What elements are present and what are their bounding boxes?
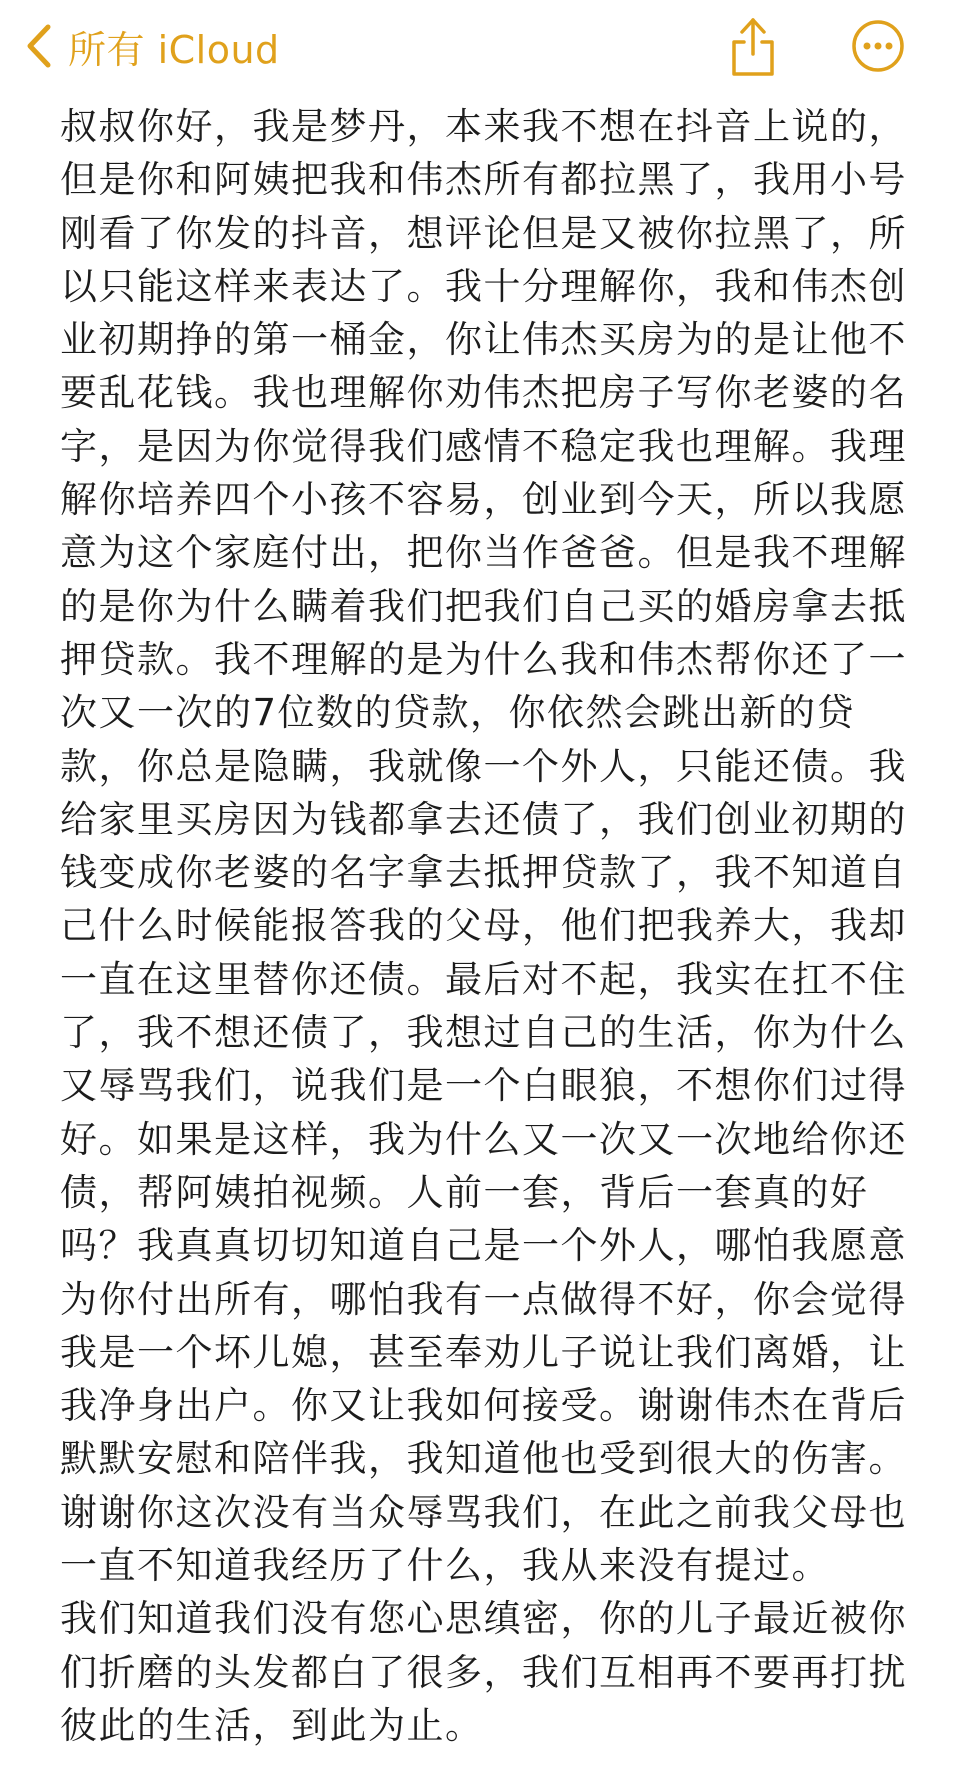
note-line: 默默安慰和陪伴我，我知道他也受到很大的伤害。 — [60, 1437, 907, 1481]
note-line: 叔叔你好，我是梦丹，本来我不想在抖音上说的， — [60, 105, 907, 148]
note-line: 一直在这里替你还债。最后对不起，我实在扛不住 — [60, 957, 907, 1001]
note-line: 债，帮阿姨拍视频。人前一套，背后一套真的好 — [60, 1170, 869, 1214]
note-line: 钱变成你老婆的名字拿去抵押贷款了，我不知道自 — [60, 851, 907, 895]
back-button[interactable] — [24, 18, 280, 74]
note-line: 了，我不想还债了，我想过自己的生活，你为什么 — [60, 1011, 907, 1055]
note-line: 押贷款。我不理解的是为什么我和伟杰帮你还了一 — [60, 637, 907, 681]
more-icon — [850, 18, 906, 74]
note-line: 意为这个家庭付出，把你当作爸爸。但是我不理解 — [60, 531, 907, 575]
note-body[interactable] — [60, 100, 910, 1752]
note-line: 我们知道我们没有您心思缜密，你的儿子最近被你 — [60, 1597, 907, 1641]
note-line: 次又一次的7位数的贷款，你依然会跳出新的贷 — [60, 691, 856, 735]
note-line: 己什么时候能报答我的父母，他们把我养大，我却 — [60, 904, 907, 948]
share-icon — [726, 12, 780, 78]
note-line: 好。如果是这样，我为什么又一次又一次地给你还 — [60, 1117, 907, 1161]
note-line: 又辱骂我们，说我们是一个白眼狼，不想你们过得 — [60, 1064, 907, 1108]
note-line: 彼此的生活，到此为止。 — [60, 1703, 484, 1747]
note-line: 们折磨的头发都白了很多，我们互相再不要再打扰 — [60, 1650, 907, 1694]
note-line: 但是你和阿姨把我和伟杰所有都拉黑了，我用小号 — [60, 158, 907, 202]
note-line: 业初期挣的第一桶金，你让伟杰买房为的是让他不 — [60, 318, 907, 362]
note-line: 给家里买房因为钱都拿去还债了，我们创业初期的 — [60, 797, 907, 841]
back-button-label: 所有 iCloud — [68, 27, 280, 72]
note-line: 的是你为什么瞒着我们把我们自己买的婚房拿去抵 — [60, 584, 907, 628]
note-line: 一直不知道我经历了什么，我从来没有提过。 — [60, 1544, 830, 1588]
note-line: 要乱花钱。我也理解你劝伟杰把房子写你老婆的名 — [60, 371, 907, 415]
note-line: 我是一个坏儿媳，甚至奉劝儿子说让我们离婚，让 — [60, 1330, 907, 1374]
note-line: 款，你总是隐瞒，我就像一个外人，只能还债。我 — [60, 744, 907, 788]
note-line: 我净身出户。你又让我如何接受。谢谢伟杰在背后 — [60, 1384, 907, 1428]
navigation-bar — [0, 0, 960, 96]
note-line: 以只能这样来表达了。我十分理解你，我和伟杰创 — [60, 264, 907, 308]
note-line: 解你培养四个小孩不容易，创业到今天，所以我愿 — [60, 478, 907, 522]
note-line: 为你付出所有，哪怕我有一点做得不好，你会觉得 — [60, 1277, 907, 1321]
note-line: 谢谢你这次没有当众辱骂我们，在此之前我父母也 — [60, 1490, 907, 1534]
note-line: 字，是因为你觉得我们感情不稳定我也理解。我理 — [60, 424, 907, 468]
more-button[interactable] — [850, 18, 906, 74]
share-button[interactable] — [726, 12, 780, 78]
chevron-left-icon — [24, 23, 54, 69]
note-line: 刚看了你发的抖音，想评论但是又被你拉黑了，所 — [60, 211, 907, 255]
note-line: 吗？我真真切切知道自己是一个外人，哪怕我愿意 — [60, 1224, 907, 1268]
